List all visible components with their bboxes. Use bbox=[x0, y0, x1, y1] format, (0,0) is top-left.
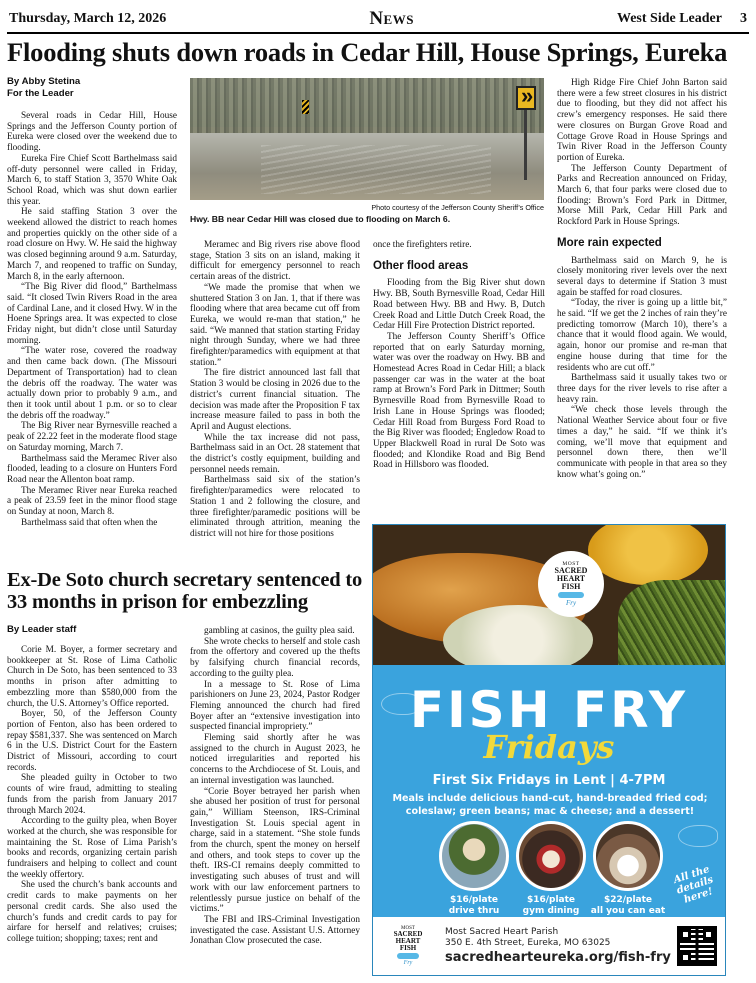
paragraph: Flooding from the Big River shut down Hwy. BB, South Byrnesville Road, Cedar Hill Road between Hwy. BB and Hwy. B, Dutch Creek Road and Little Dutch Creek Road, the Cedar Hill Fire Protection District reported. bbox=[373, 278, 545, 332]
paragraph: The FBI and IRS-Criminal Investigation investigated the case. Assistant U.S. Attorney Jonathan Clow prosecuted the case. bbox=[190, 914, 360, 947]
subhead-more-rain: More rain expected bbox=[557, 236, 662, 249]
wave-icon bbox=[397, 953, 419, 959]
paragraph: gambling at casinos, the guilty plea said. bbox=[204, 626, 355, 636]
story2-headline: Ex-De Soto church secretary sentenced to 33 months in prison for embezzling bbox=[7, 569, 363, 614]
section-name: News bbox=[369, 8, 414, 29]
paragraph: “Today, the river is going up a little bit,” he said. “If we get the 2 inches of rain they’re predicting tomorrow (March 10), there’s a chance that it would flood again. We would, again, honor our promise and re-man that engine house during that time for the residents who are cut off.” bbox=[557, 298, 727, 373]
parish-name: Most Sacred Heart Parish bbox=[445, 926, 559, 937]
gym-dining-photo bbox=[516, 821, 586, 891]
fish-doodle-icon bbox=[678, 825, 718, 847]
ad-footer bbox=[373, 917, 725, 975]
paragraph: High Ridge Fire Chief John Barton said there were a few street closures in his district due to flooding, but they did not affect his crew’s emergency responses. He said there were closures on Burgan Grove Road and Cottage Grove Road in House Springs and Twin River Road in the Jefferson County portion of Eureka. bbox=[557, 78, 727, 163]
paragraph: According to the guilty plea, when Boyer worked at the church, she was responsible for maintaining the St. Rose of Lima Parish’s books and records, organizing certain parish fundraisers and helping to collect and count the weekly offertory. bbox=[7, 816, 177, 880]
paragraph: She pleaded guilty in October to two counts of wire fraud, admitting to stealing funds from the parish from January 2017 through March 2024. bbox=[7, 773, 177, 816]
paragraph: “The Big River did flood,” Barthelmass said. “It closed Twin Rivers Road in the area of Cardinal Lane, and it closed Hwy. W in the Hoene Springs area. It was expected to close Friday night, but didn’t close until Saturday morning. bbox=[7, 282, 177, 346]
ad-meals: Meals include delicious hand-cut, hand-breaded fried cod; coleslaw; green beans; mac & cheese; and a dessert! bbox=[392, 793, 708, 817]
paragraph: Meramec and Big rivers rise above flood stage, Station 3 sits on an island, making it difficult for emergency personnel to reach certain areas of the district. bbox=[190, 240, 360, 283]
photo-credit: Photo courtesy of the Jefferson County Sheriff’s Office bbox=[371, 203, 544, 212]
drive-thru-photo bbox=[439, 821, 509, 891]
story1-headline: Flooding shuts down roads in Cedar Hill, House Springs, Eureka bbox=[7, 37, 728, 67]
paragraph: “We check those levels through the National Weather Service about four or five times a day,” he said. “If we think it’s coming, we’ll move that equipment and personnel down there, then we’ll communicate with people in that area so they know what’s going on.” bbox=[557, 405, 727, 480]
paragraph: The Big River near Byrnesville reached a peak of 22.22 feet in the moderate flood stage on Saturday morning, March 7. bbox=[7, 421, 177, 453]
parish-address: 350 E. 4th Street, Eureka, MO 63025 bbox=[445, 937, 611, 948]
ad-title: FISH FRY bbox=[409, 681, 689, 739]
issue-date: Thursday, March 12, 2026 bbox=[9, 11, 167, 26]
wave-icon bbox=[558, 592, 584, 598]
story1-column-4 bbox=[557, 78, 727, 518]
paragraph: The Jefferson County Department of Parks and Recreation announced on Friday, March 6, that four parks were closed due to flooding: Brown’s Ford Park in Dittmer, Morse Mill Park, Cedar Hill Park and Rockford Park in House Springs. bbox=[557, 163, 727, 228]
paragraph: “The water rose, covered the roadway and then came back down. (The Missouri Department of Transportation) had to clean the debris off the roadway. The water was actually down prior to probably 9 a.m., and then it took until about 1 p.m. or so to clear the debris off the roadway.” bbox=[7, 346, 177, 421]
flood-photo bbox=[190, 78, 544, 200]
fish-fry-link[interactable]: sacredhearteureka.org/fish-fry bbox=[445, 949, 671, 965]
paragraph: The Meramec River near Eureka reached a peak of 23.59 feet in the minor flood stage on Sunday at noon, March 8. bbox=[7, 485, 177, 518]
fish-fry-photo bbox=[373, 525, 725, 665]
paragraph: “Corie Boyer betrayed her parish when she abused her position of trust for personal gain,” William Steenson, IRS-Criminal Investigation St. Louis special agent in charge, said in a statement. “She stole funds from the church, spent the money on herself and others, and took steps to cover up the theft. IRS-CI remains deeply committed to investigating such abuses of trust and will work with our law enforcement partners to relentlessly pursue justice on behalf of the victims.” bbox=[190, 786, 360, 915]
details-note: All the details here! bbox=[672, 864, 715, 906]
paragraph: He said staffing Station 3 over the weekend allowed the district to reach homes and properties quickly on the other side of a road closure on Hwy. W. He said the highway was closed beginning around 9 a.m. Saturday, March 7, and reopened to traffic on Sunday, March 8, in the early afternoon. bbox=[7, 207, 177, 282]
sacred-heart-fish-fry-logo: MOST SACRED HEART FISH Fry bbox=[540, 553, 602, 615]
road-sign-icon bbox=[302, 100, 309, 114]
story1-column-2 bbox=[190, 240, 360, 565]
story1-column-3 bbox=[373, 240, 545, 520]
paragraph: Several roads in Cedar Hill, House Springs and the Jefferson County portion of Eureka were closed over the weekend due to flooding. bbox=[7, 111, 177, 154]
paragraph: Barthelmass said on March 9, he is closely monitoring river levels over the next several days to determine if Station 3 must again be staffed for road closures. bbox=[557, 255, 727, 298]
price-drive-thru: $16/plate drive thru bbox=[448, 895, 500, 916]
paragraph: Barthelmass said six of the station’s firefighter/paramedics were relocated to Station 1 and 2 following the closure, and three firefighter/paramedic positions will be eliminated through attrition, meaning the district will not hire for those positions bbox=[190, 475, 360, 539]
story2-byline: By Leader staff bbox=[7, 624, 77, 635]
fish-fry-advertisement[interactable] bbox=[372, 524, 726, 976]
paragraph: She wrote checks to herself and stole cash from the offertory and covered up the thefts by falsifying church financial records, according to the guilty plea. bbox=[190, 636, 360, 679]
parish-logo: MOST SACRED HEART FISH Fry bbox=[393, 926, 423, 966]
paragraph: The Jefferson County Sheriff’s Office reported that on early Saturday morning, water was over the roadway on Hwy. BB and Homestead Acres Road in Cedar Hill; a black passenger car was in the water at the boat ramp at Brown’s Ford Park in Dittmer; South Byrnesville Road from Byrnesville Road to Irish Lane in House Springs was flooded; Cedar Hill Road from Burgess Ford Road to the Big River was flooded; Engledow Road to Upper Blackwell Road in rural De Soto was flooded; and Klondike Road and Big Bend Road in Hillsboro was flooded. bbox=[373, 331, 545, 471]
subhead-other-flood-areas: Other flood areas bbox=[373, 259, 469, 272]
paragraph: Corie M. Boyer, a former secretary and bookkeeper at St. Rose of Lima Catholic Church in De Soto, has been sentenced to 33 months in prison after admitting to embezzling more than $580,000 from the church, the U.S. Attorney’s Office reported. bbox=[7, 645, 177, 709]
page-number: 3 bbox=[739, 11, 747, 26]
story1-col3-lead: once the firefighters retire. bbox=[373, 240, 472, 250]
paragraph: Boyer, 50, of the Jefferson County portion of Fenton, also has been ordered to repay $581,337. She was sentenced on March 6 in the U.S. District Court for the Eastern District of Missouri, according to court records. bbox=[7, 709, 177, 773]
paragraph: The fire district announced last fall that Station 3 would be closing in 2026 due to the district’s current financial situation. The decision was made after the Proposition F tax increase measure failed to pass in both the April and August elections. bbox=[190, 368, 360, 432]
paragraph: She used the church’s bank accounts and credit cards to make payments on her personal credit cards. She also used the church’s funds and credit cards to pay for airfare for herself and relatives; cruises; college tuition; shopping; taxes; rent and bbox=[7, 880, 177, 944]
story1-column-1 bbox=[7, 111, 177, 563]
paragraph: In a message to St. Rose of Lima parishioners on June 23, 2024, Pastor Rodger Fleming announced the church had fired Boyer after an “extensive investigation into suspected financial impropriety.” bbox=[190, 679, 360, 733]
story1-byline: By Abby Stetina For the Leader bbox=[7, 76, 81, 99]
story2-column-1 bbox=[7, 645, 177, 980]
chevron-sign-icon bbox=[516, 86, 536, 110]
price-all-you-can-eat: $22/plate all you can eat bbox=[590, 895, 666, 916]
ad-script: Fridays bbox=[483, 728, 615, 766]
all-you-can-eat-photo bbox=[593, 821, 663, 891]
paragraph: Barthelmass said that often when the bbox=[21, 517, 158, 528]
paragraph: Barthelmass said the Meramec River also flooded, leading to a closure on Hunters Ford Road near the Allenton boat ramp. bbox=[7, 453, 177, 485]
paper-name: West Side Leader bbox=[616, 11, 722, 26]
paragraph: Eureka Fire Chief Scott Barthelmass said off-duty personnel were called in Friday, March 6, to staff Station 3, 3570 White Oak School Road, which was shut down earlier this year. bbox=[7, 153, 177, 207]
ad-schedule: First Six Fridays in Lent | 4-7PM bbox=[432, 773, 666, 788]
qr-code-icon[interactable] bbox=[677, 926, 717, 966]
paragraph: “We made the promise that when we shuttered Station 3 on Jan. 1, that if there was flooding where that area became cut off from Eureka, we would re-man that station,” he said. “We manned that station starting Friday night through Sunday, where we had three firefighter/paramedics with equipment at that station.” bbox=[190, 282, 360, 368]
price-gym-dining: $16/plate gym dining bbox=[522, 895, 580, 916]
page-header bbox=[7, 10, 749, 34]
story2-column-2 bbox=[190, 626, 360, 978]
photo-caption: Hwy. BB near Cedar Hill was closed due to flooding on March 6. bbox=[190, 214, 451, 224]
paragraph: Barthelmass said it usually takes two or three days for the river levels to rise after a heavy rain. bbox=[557, 373, 727, 405]
paragraph: While the tax increase did not pass, Barthelmass said in an Oct. 28 statement that the district’s costly equipment, building and personnel needs remain. bbox=[190, 432, 360, 475]
paragraph: Fleming said shortly after he was assigned to the church in August 2023, he noticed irregularities and reported his concerns to the Archdiocese of St. Louis, and an internal investigation was launched. bbox=[190, 733, 360, 786]
